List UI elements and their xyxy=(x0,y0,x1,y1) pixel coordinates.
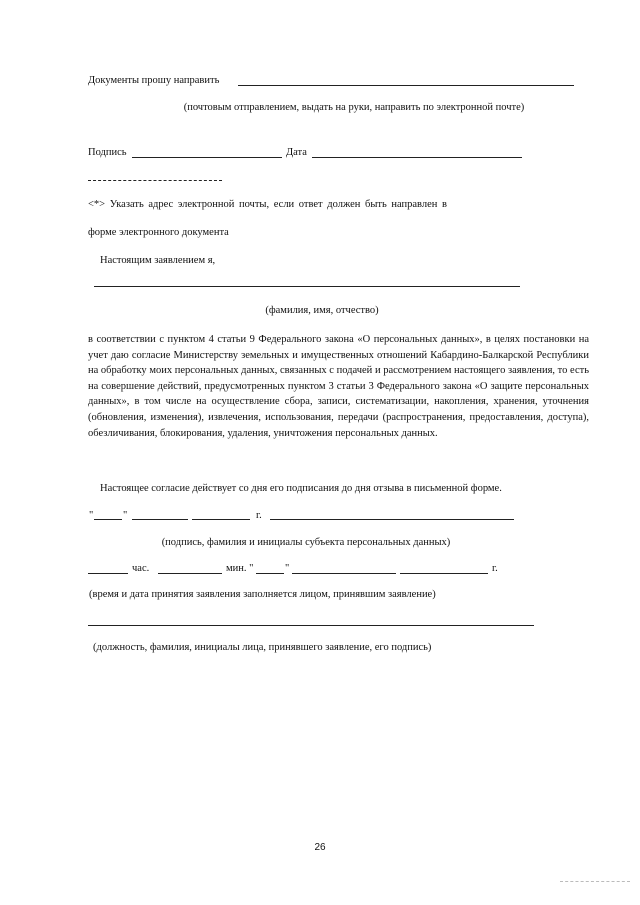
footnote-line-1: <*> Указать адрес электронной почты, если ответ должен быть направлен в xyxy=(88,199,447,210)
send-docs-label: Документы прошу направить xyxy=(88,75,220,86)
validity-text: Настоящее согласие действует со дня его подписания до дня отзыва в письменной форме. xyxy=(100,483,502,494)
signature-label: Подпись xyxy=(88,147,127,158)
date-quote-open: " xyxy=(89,510,94,521)
consent-month-field[interactable] xyxy=(132,519,188,520)
footnote-line-2: форме электронного документа xyxy=(88,227,229,238)
subject-hint: (подпись, фамилия и инициалы субъекта персональных данных) xyxy=(161,537,451,548)
accept-year-field[interactable] xyxy=(400,573,488,574)
footnote-separator xyxy=(88,180,222,181)
consent-day-field[interactable] xyxy=(94,519,122,520)
date-quote-close: " xyxy=(123,510,128,521)
accept-day-field[interactable] xyxy=(256,573,284,574)
consent-intro: Настоящим заявлением я, xyxy=(100,255,216,266)
hour-label: час. xyxy=(132,563,150,574)
date-field[interactable] xyxy=(312,157,522,158)
accept-month-field[interactable] xyxy=(292,573,396,574)
fio-hint: (фамилия, имя, отчество) xyxy=(265,305,379,316)
minute-label: мин. " xyxy=(226,563,254,574)
acceptor-hint: (должность, фамилия, инициалы лица, принявшего заявление, его подпись) xyxy=(93,642,432,653)
year-suffix-2: г. xyxy=(492,563,498,574)
page-number: 26 xyxy=(314,842,326,853)
send-docs-hint: (почтовым отправлением, выдать на руки, направить по электронной почте) xyxy=(183,102,525,113)
minute-quote-close: " xyxy=(285,563,290,574)
consent-body: в соответствии с пунктом 4 статьи 9 Федерального закона «О персональных данных», в целях постановки на учет даю согласие Министерству земельных и имущественных отношений Кабардино-Балкарской Республики на обработку моих персональных данных, связанных с подачей и рассмотрением настоящего заявления, то есть на совершение действий, предусмотренных пунктом 3 статьи 3 Федерального закона «О защите персональных данных», в том числе на осуществление сбора, записи, систематизации, накопления, хранения, уточнения (обновления, изменения), извлечения, использования, передачи (распространения, предоставления, доступа), обезличивания, блокирования, удаления, уничтожения персональных данных. xyxy=(88,334,589,439)
fio-field[interactable] xyxy=(94,286,520,287)
minute-field[interactable] xyxy=(158,573,222,574)
consent-signature-field[interactable] xyxy=(270,519,514,520)
corner-scan-mark xyxy=(560,881,630,882)
acceptor-field[interactable] xyxy=(88,625,534,626)
accept-time-hint: (время и дата принятия заявления заполняется лицом, принявшим заявление) xyxy=(89,589,436,600)
signature-field[interactable] xyxy=(132,157,282,158)
send-docs-field[interactable] xyxy=(238,85,574,86)
hour-field[interactable] xyxy=(88,573,128,574)
date-label: Дата xyxy=(286,147,307,158)
consent-year-field[interactable] xyxy=(192,519,250,520)
year-suffix: г. xyxy=(256,510,262,521)
